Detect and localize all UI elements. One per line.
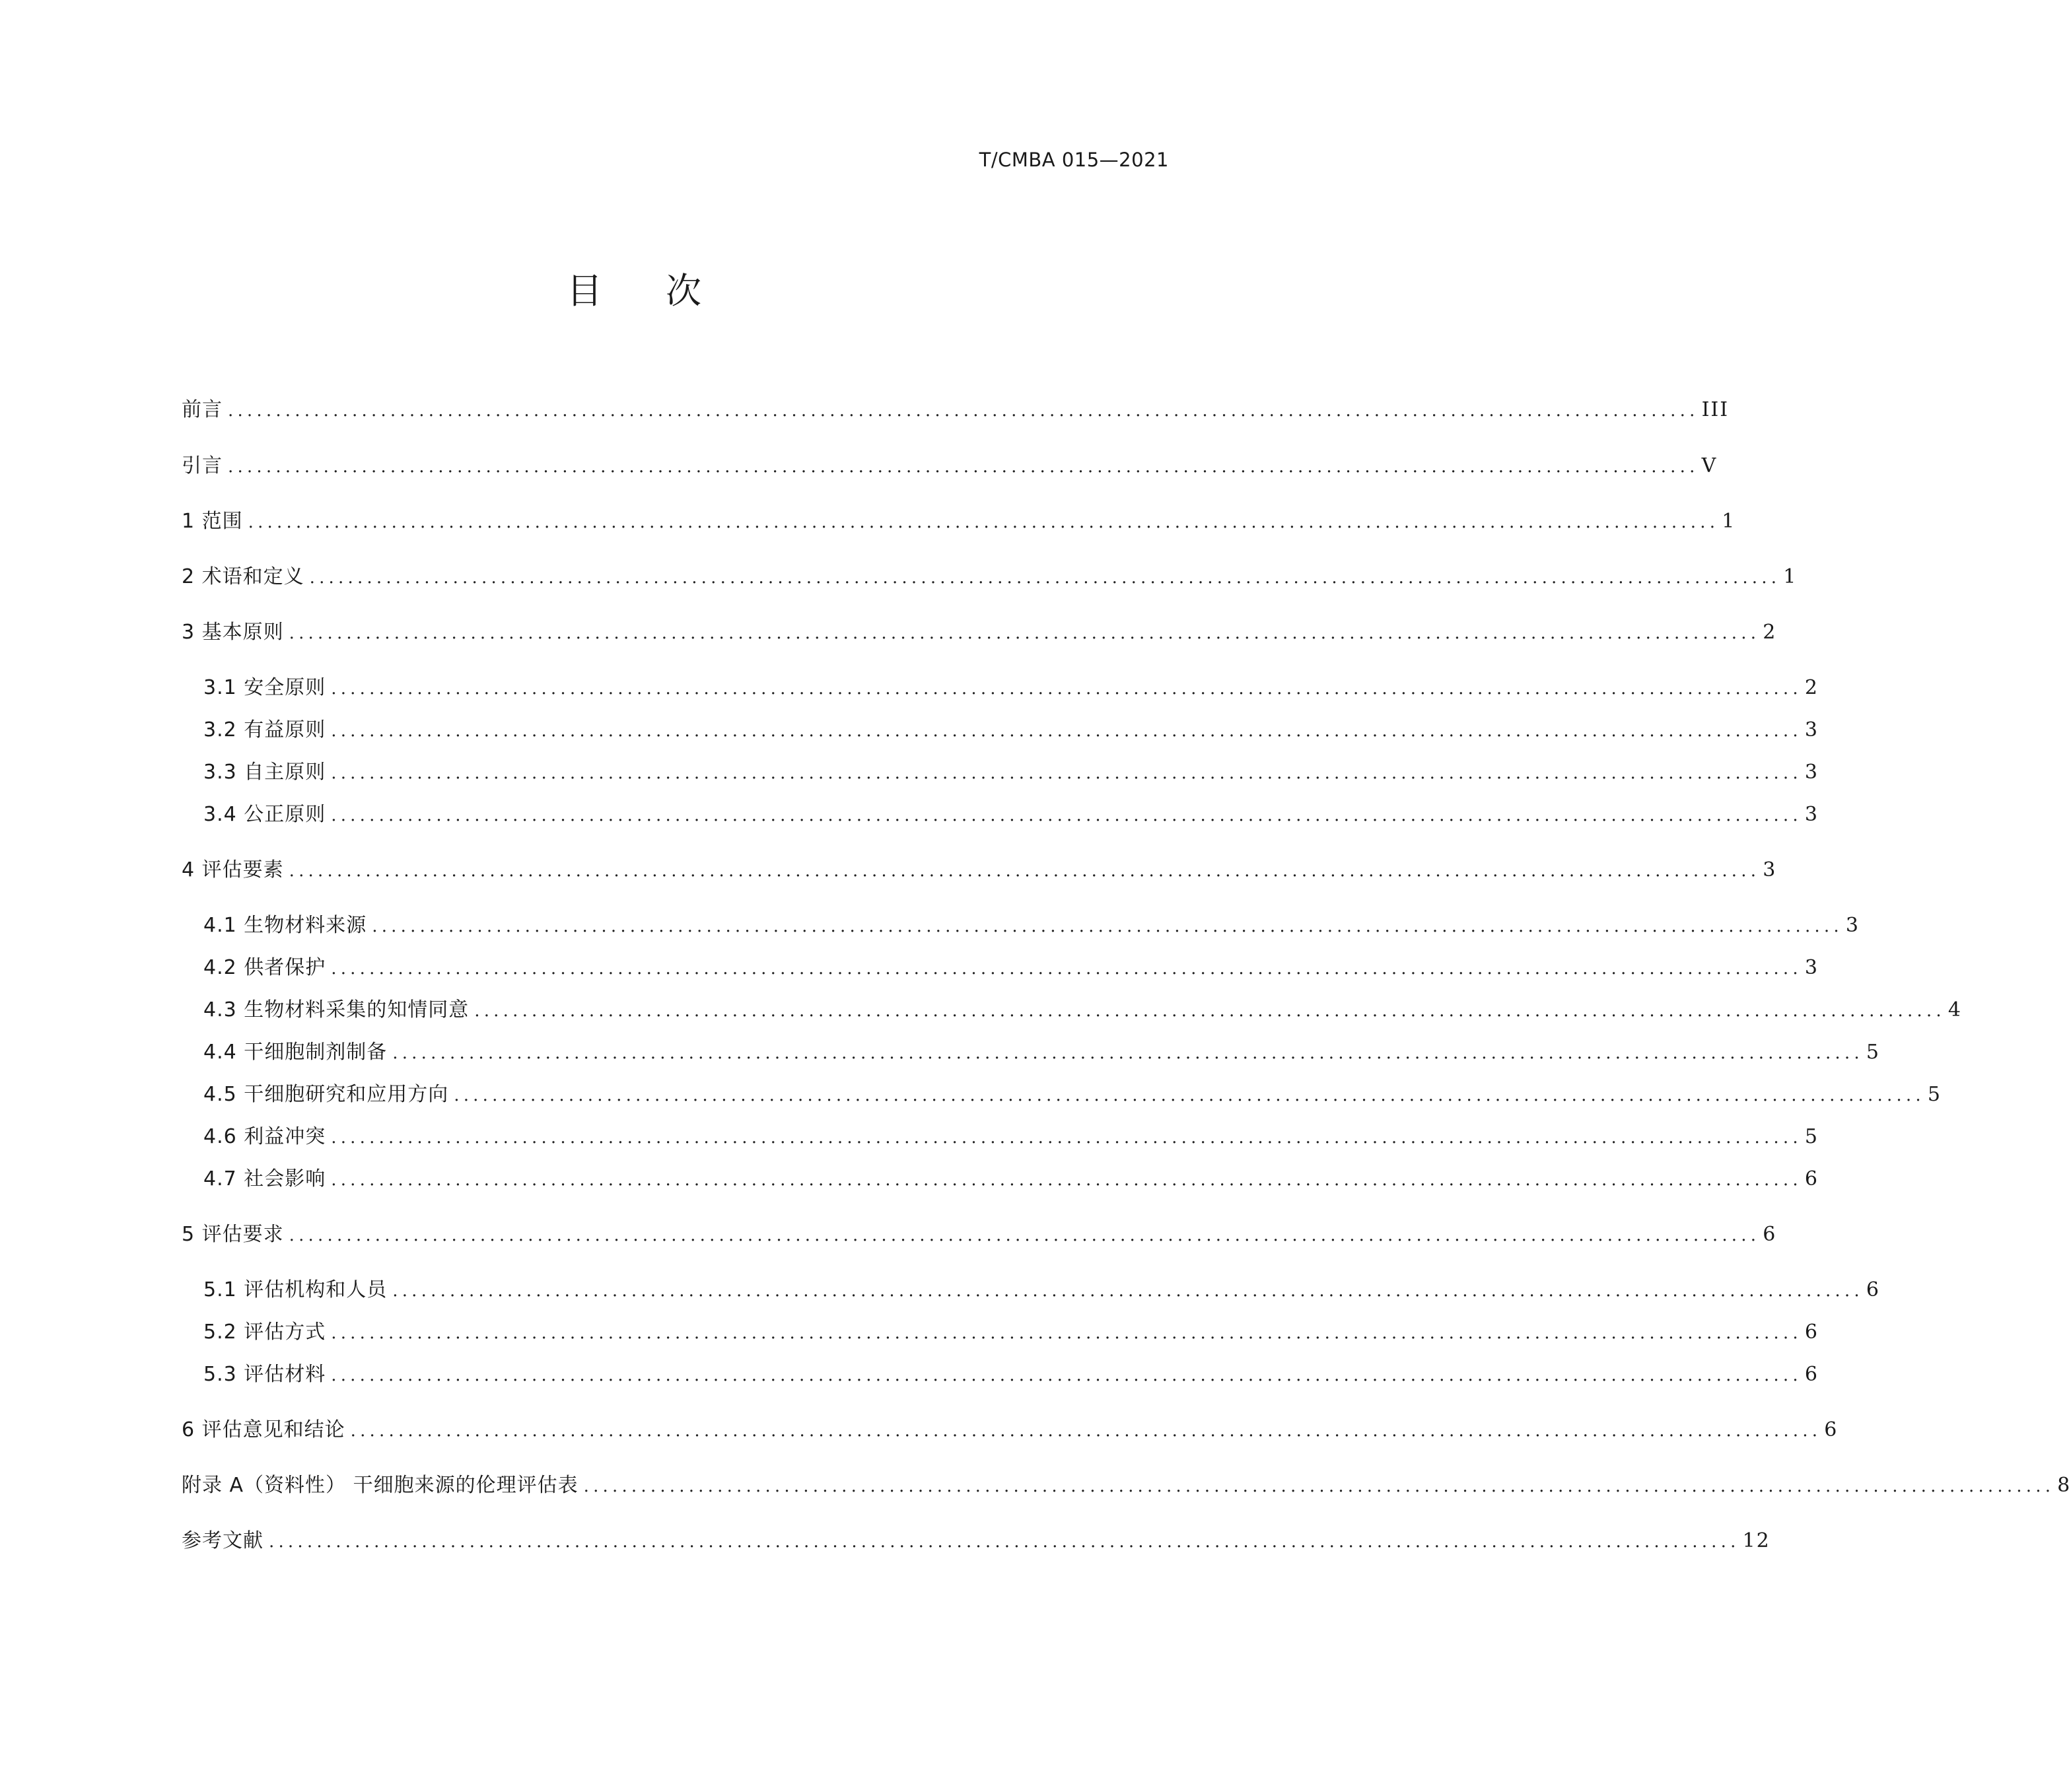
toc-entry-label: 前言 bbox=[182, 398, 223, 421]
toc-dot-leader: .......................................................................................................................................................... bbox=[248, 512, 1720, 532]
toc-page-number: 6 bbox=[1824, 1418, 1839, 1441]
toc-entry-label: 4.2 供者保护 bbox=[203, 956, 326, 979]
toc-dot-leader: .......................................................................................................................................................... bbox=[350, 1421, 1822, 1441]
toc-dot-leader: .......................................................................................................................................................... bbox=[331, 1365, 1802, 1385]
toc-dot-leader: .......................................................................................................................................................... bbox=[331, 721, 1802, 741]
toc-page-number: 1 bbox=[1722, 510, 1736, 533]
toc-dot-leader: .......................................................................................................................................................... bbox=[289, 1225, 1761, 1245]
toc-entry-label: 3.4 公正原则 bbox=[203, 803, 326, 826]
toc-page-number: 6 bbox=[1866, 1278, 1880, 1301]
toc-entry-label: 6 评估意见和结论 bbox=[182, 1418, 345, 1441]
toc-title-char-2: 次 bbox=[666, 270, 701, 312]
toc-dot-leader: .......................................................................................................................................................... bbox=[474, 1001, 1946, 1021]
toc-page-number: 3 bbox=[1763, 858, 1777, 881]
toc-entry-label: 5.1 评估机构和人员 bbox=[203, 1278, 388, 1301]
toc-entry-foreword[interactable] bbox=[182, 396, 1730, 425]
toc-title-char-1: 目 bbox=[567, 270, 602, 312]
toc-entry-label: 4.6 利益冲突 bbox=[203, 1125, 326, 1148]
toc-page-number: 5 bbox=[1804, 1125, 1819, 1148]
toc-entry-3-2[interactable] bbox=[203, 716, 1819, 745]
toc-entry-references[interactable] bbox=[182, 1527, 1771, 1556]
toc-entry-requirements[interactable] bbox=[182, 1220, 1777, 1249]
document-code: T/CMBA 015—2021 bbox=[979, 149, 1169, 171]
toc-entry-conclusion[interactable] bbox=[182, 1416, 1839, 1445]
toc-entry-4-5[interactable] bbox=[203, 1080, 1942, 1109]
toc-entry-label: 3.2 有益原则 bbox=[203, 718, 326, 741]
toc-dot-leader: .......................................................................................................................................................... bbox=[392, 1043, 1864, 1063]
toc-entry-label: 4.4 干细胞制剂制备 bbox=[203, 1041, 388, 1064]
toc-entry-label: 1 范围 bbox=[182, 510, 243, 533]
toc-dot-leader: .......................................................................................................................................................... bbox=[228, 457, 1699, 477]
toc-page-number: 2 bbox=[1763, 621, 1777, 644]
toc-entry-4-1[interactable] bbox=[203, 911, 1860, 940]
toc-entry-label: 引言 bbox=[182, 454, 223, 477]
toc-entry-3-1[interactable] bbox=[203, 673, 1819, 703]
toc-entry-label: 3.1 安全原则 bbox=[203, 676, 326, 699]
toc-dot-leader: .......................................................................................................................................................... bbox=[269, 1532, 1740, 1552]
toc-page-number: 3 bbox=[1804, 718, 1819, 741]
toc-entry-label: 4.5 干细胞研究和应用方向 bbox=[203, 1083, 449, 1106]
toc-entry-label: 4 评估要素 bbox=[182, 858, 284, 881]
toc-page-number: 6 bbox=[1804, 1363, 1819, 1386]
toc-page-number: 3 bbox=[1804, 761, 1819, 784]
toc-page-number: 3 bbox=[1804, 803, 1819, 826]
toc-dot-leader: .......................................................................................................................................................... bbox=[289, 623, 1761, 643]
toc-entry-scope[interactable] bbox=[182, 507, 1736, 536]
toc-page-number: 6 bbox=[1804, 1167, 1819, 1190]
toc-page-number: 1 bbox=[1783, 565, 1798, 588]
toc-entry-label: 5.3 评估材料 bbox=[203, 1363, 326, 1386]
toc-dot-leader: .......................................................................................................................................................... bbox=[331, 1170, 1802, 1190]
toc-page-number: 5 bbox=[1927, 1083, 1942, 1106]
toc-dot-leader: .......................................................................................................................................................... bbox=[228, 401, 1699, 421]
toc-entry-3-3[interactable] bbox=[203, 758, 1819, 787]
toc-entry-4-4[interactable] bbox=[203, 1038, 1880, 1067]
toc-page-number: V bbox=[1701, 454, 1718, 477]
toc-entry-introduction[interactable] bbox=[182, 452, 1718, 481]
toc-entry-4-3[interactable] bbox=[203, 996, 1962, 1025]
toc-entry-5-1[interactable] bbox=[203, 1276, 1880, 1305]
toc-dot-leader: .......................................................................................................................................................... bbox=[309, 568, 1781, 588]
toc-dot-leader: .......................................................................................................................................................... bbox=[289, 861, 1761, 881]
toc-dot-leader: .......................................................................................................................................................... bbox=[331, 959, 1802, 979]
toc-dot-leader: .......................................................................................................................................................... bbox=[454, 1086, 1925, 1105]
toc-page-number: 2 bbox=[1804, 676, 1819, 699]
toc-page-number: 3 bbox=[1845, 914, 1860, 937]
toc-entry-label: 参考文献 bbox=[182, 1529, 263, 1552]
toc-entry-label: 2 术语和定义 bbox=[182, 565, 304, 588]
toc-entry-principles[interactable] bbox=[182, 618, 1777, 647]
toc-entry-3-4[interactable] bbox=[203, 800, 1819, 829]
toc-entry-terms[interactable] bbox=[182, 563, 1798, 592]
toc-entry-5-3[interactable] bbox=[203, 1360, 1819, 1389]
toc-page-number: III bbox=[1701, 398, 1730, 421]
toc-entry-label: 4.3 生物材料采集的知情同意 bbox=[203, 998, 470, 1021]
toc-dot-leader: .......................................................................................................................................................... bbox=[583, 1476, 2055, 1496]
toc-dot-leader: .......................................................................................................................................................... bbox=[331, 1323, 1802, 1343]
toc-dot-leader: .......................................................................................................................................................... bbox=[331, 679, 1802, 699]
toc-entry-label: 3 基本原则 bbox=[182, 621, 284, 644]
toc-entry-label: 附录 A（资料性） 干细胞来源的伦理评估表 bbox=[182, 1474, 579, 1497]
toc-page-number: 6 bbox=[1763, 1223, 1777, 1246]
toc-dot-leader: .......................................................................................................................................................... bbox=[331, 1128, 1802, 1148]
toc-entry-label: 5 评估要求 bbox=[182, 1223, 284, 1246]
toc-page-number: 5 bbox=[1866, 1041, 1880, 1064]
toc-title bbox=[0, 263, 1268, 314]
toc-entry-4-6[interactable] bbox=[203, 1122, 1819, 1152]
toc-page-number: 8 bbox=[2057, 1474, 2071, 1497]
toc-entry-label: 4.7 社会影响 bbox=[203, 1167, 326, 1190]
toc-entry-label: 5.2 评估方式 bbox=[203, 1321, 326, 1344]
toc-dot-leader: .......................................................................................................................................................... bbox=[331, 763, 1802, 783]
toc-page-number: 12 bbox=[1742, 1529, 1771, 1552]
toc-entry-appendix-a[interactable] bbox=[182, 1471, 2071, 1500]
toc-dot-leader: .......................................................................................................................................................... bbox=[331, 806, 1802, 825]
toc-entry-5-2[interactable] bbox=[203, 1318, 1819, 1347]
toc-page-number: 6 bbox=[1804, 1321, 1819, 1344]
toc-entry-4-7[interactable] bbox=[203, 1165, 1819, 1194]
toc-dot-leader: .......................................................................................................................................................... bbox=[392, 1281, 1864, 1301]
toc-entry-label: 4.1 生物材料来源 bbox=[203, 914, 367, 937]
toc-entry-label: 3.3 自主原则 bbox=[203, 761, 326, 784]
toc-entry-4-2[interactable] bbox=[203, 953, 1819, 982]
toc-page-number: 4 bbox=[1948, 998, 1962, 1021]
toc-dot-leader: .......................................................................................................................................................... bbox=[372, 916, 1843, 936]
toc-entry-elements[interactable] bbox=[182, 856, 1777, 885]
toc-page-number: 3 bbox=[1804, 956, 1819, 979]
